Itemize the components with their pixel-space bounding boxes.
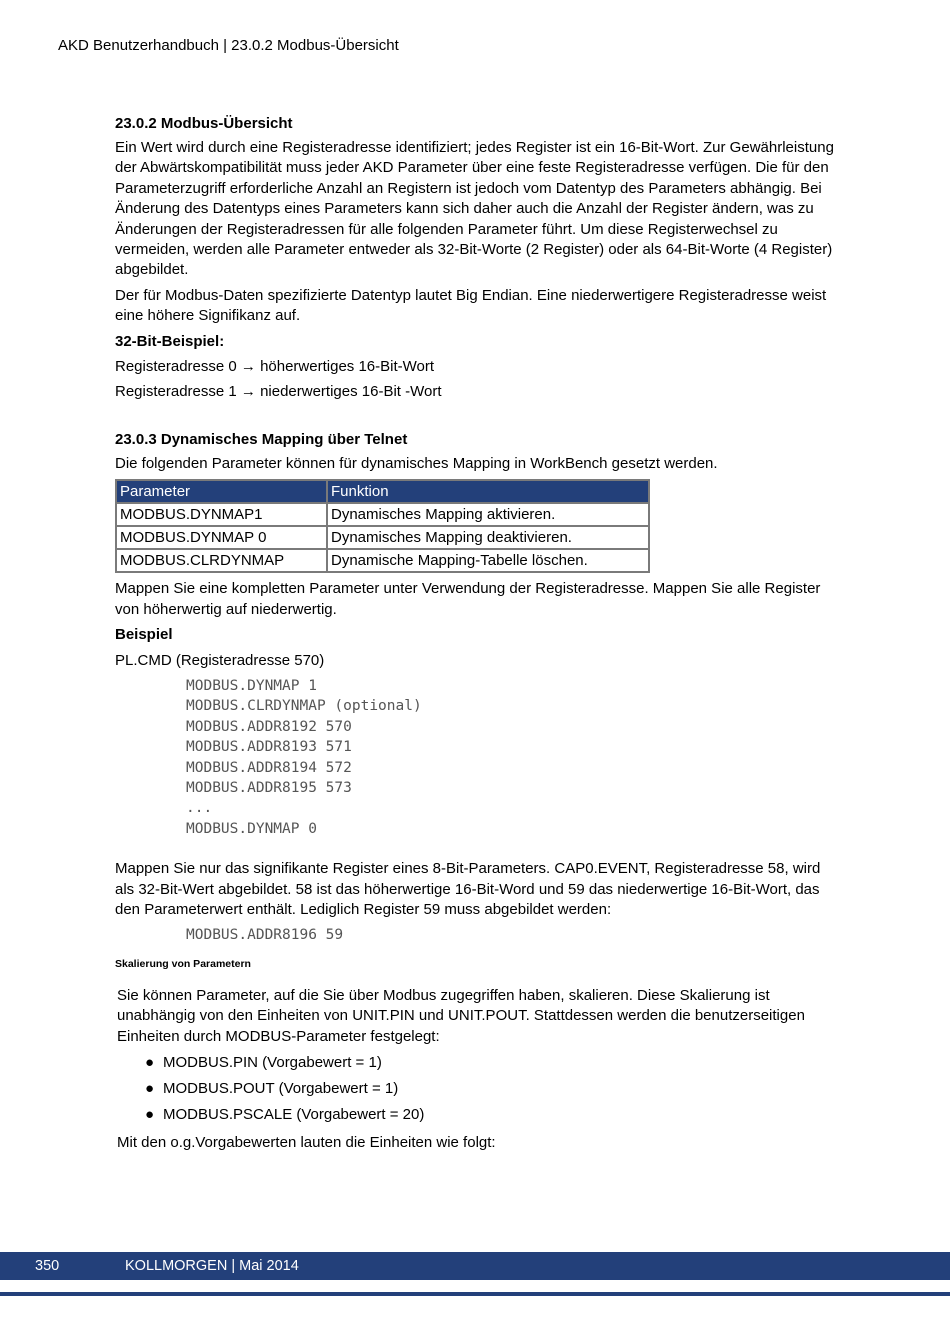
code-line: MODBUS.CLRDYNMAP (optional) — [186, 698, 422, 715]
code-line: MODBUS.ADDR8192 570 — [186, 718, 352, 735]
default-values-list — [115, 1053, 840, 1125]
example-line: Registeradresse 0 → höherwertiges 16-Bit-Wort — [115, 358, 435, 376]
footer-divider — [0, 1292, 950, 1296]
list-item — [145, 1053, 840, 1073]
paragraph-closing: Mit den o.g.Vorgabewerten lauten die Einheiten wie folgt: — [117, 1134, 496, 1151]
paragraph-register-intro: Ein Wert wird durch eine Registeradresse identifiziert; jedes Register ist ein 16-Bit-Wort. Zur Gewährleistung der Abwärtskompatibilität muss jeder AKD Parameter über eine feste Registeradresse verfügen. Die für den Parameterzugriff erforderliche Anzahl an Registern ist jedoch vom Datentyp des Parameters abhängig. Bei Änderung des Datentyps eines Parameters kann sich daher auch die Anzahl der Register ändern, was zu Änderungen der Registeradressen für alle folgenden Parameter führt. Um diese Registerwechsel zu vermeiden, werden alle Parameter entweder als 32-Bit-Worte (2 Register) oder als 64-Bit-Worte (4 Register) abgebildet. — [115, 139, 834, 279]
table-header-row — [116, 480, 649, 503]
table-cell: MODBUS.DYNMAP 0 — [116, 526, 327, 549]
parameter-table — [115, 479, 650, 573]
subheading-scaling: Skalierung von Parametern — [115, 957, 251, 970]
section-heading-modbus-overview: 23.0.2 Modbus-Übersicht — [115, 115, 293, 132]
list-item — [145, 1079, 840, 1099]
section-heading-dynamic-mapping: 23.0.3 Dynamisches Mapping über Telnet — [115, 430, 408, 448]
bullet-icon: ● — [145, 1080, 155, 1097]
table-cell: Dynamisches Mapping aktivieren. — [327, 503, 649, 526]
list-item — [145, 1105, 840, 1125]
table-cell: Dynamische Mapping-Tabelle löschen. — [327, 549, 649, 572]
paragraph-8bit-parameter: Mappen Sie nur das signifikante Register eines 8-Bit-Parameters. CAP0.EVENT, Registeradresse 58, wird als 32-Bit-Wert abgebildet. 58 ist das höherwertige 16-Bit-Word und 59 das niederwertige 16-Bit-Wort, das den Parameterwert enthält. Lediglich Register 59 muss abgebildet werden: — [115, 860, 821, 918]
code-line: MODBUS.DYNMAP 1 — [186, 677, 317, 694]
bullet-icon: ● — [145, 1054, 155, 1071]
code-line: ... — [186, 800, 213, 817]
paragraph-dynamic-intro: Die folgenden Parameter können für dynamisches Mapping in WorkBench gesetzt werden. — [115, 454, 718, 472]
code-line: MODBUS.ADDR8194 572 — [186, 759, 352, 776]
footer-bar — [0, 1252, 950, 1280]
table-cell: MODBUS.DYNMAP1 — [116, 503, 327, 526]
code-line: MODBUS.ADDR8195 573 — [186, 779, 352, 796]
table-row — [116, 503, 649, 526]
page-content — [115, 114, 840, 1158]
code-line: MODBUS.DYNMAP 0 — [186, 820, 317, 837]
footer-text: KOLLMORGEN | Mai 2014 — [125, 1258, 299, 1274]
table-header-cell: Funktion — [327, 480, 649, 503]
paragraph-scaling: Sie können Parameter, auf die Sie über Modbus zugegriffen haben, skalieren. Diese Skalierung ist unabhängig von den Einheiten von UNIT.PIN und UNIT.POUT. Stattdessen werden die benutzerseitigen Einheiten durch MODBUS-Parameter festgelegt: — [117, 986, 805, 1045]
paragraph-map-full-parameter: Mappen Sie eine kompletten Parameter unter Verwendung der Registeradresse. Mappen Sie alle Register von höherwertig auf niederwertig. — [115, 580, 821, 618]
bullet-icon: ● — [145, 1106, 155, 1123]
paragraph-big-endian: Der für Modbus-Daten spezifizierte Datentyp lautet Big Endian. Eine niederwertigere Registeradresse weist eine höhere Signifikanz auf. — [115, 286, 827, 325]
table-row — [116, 526, 649, 549]
list-item-text: MODBUS.POUT (Vorgabewert = 1) — [163, 1080, 399, 1097]
example-heading: 32-Bit-Beispiel: — [115, 332, 225, 350]
code-line: MODBUS.ADDR8196 59 — [186, 927, 344, 944]
list-item-text: MODBUS.PIN (Vorgabewert = 1) — [163, 1054, 382, 1071]
list-item-text: MODBUS.PSCALE (Vorgabewert = 20) — [163, 1106, 425, 1123]
table-cell: MODBUS.CLRDYNMAP — [116, 549, 327, 572]
table-header-cell: Parameter — [116, 480, 327, 503]
page-number: 350 — [35, 1258, 60, 1274]
beispiel-heading: Beispiel — [115, 626, 173, 644]
table-row — [116, 549, 649, 572]
code-line: MODBUS.ADDR8193 571 — [186, 739, 352, 756]
page-header: AKD Benutzerhandbuch | 23.0.2 Modbus-Übersicht — [58, 37, 399, 54]
table-cell: Dynamisches Mapping deaktivieren. — [327, 526, 649, 549]
example-line: Registeradresse 1 → niederwertiges 16-Bit -Wort — [115, 383, 442, 401]
plcmd-line: PL.CMD (Registeradresse 570) — [115, 651, 325, 669]
